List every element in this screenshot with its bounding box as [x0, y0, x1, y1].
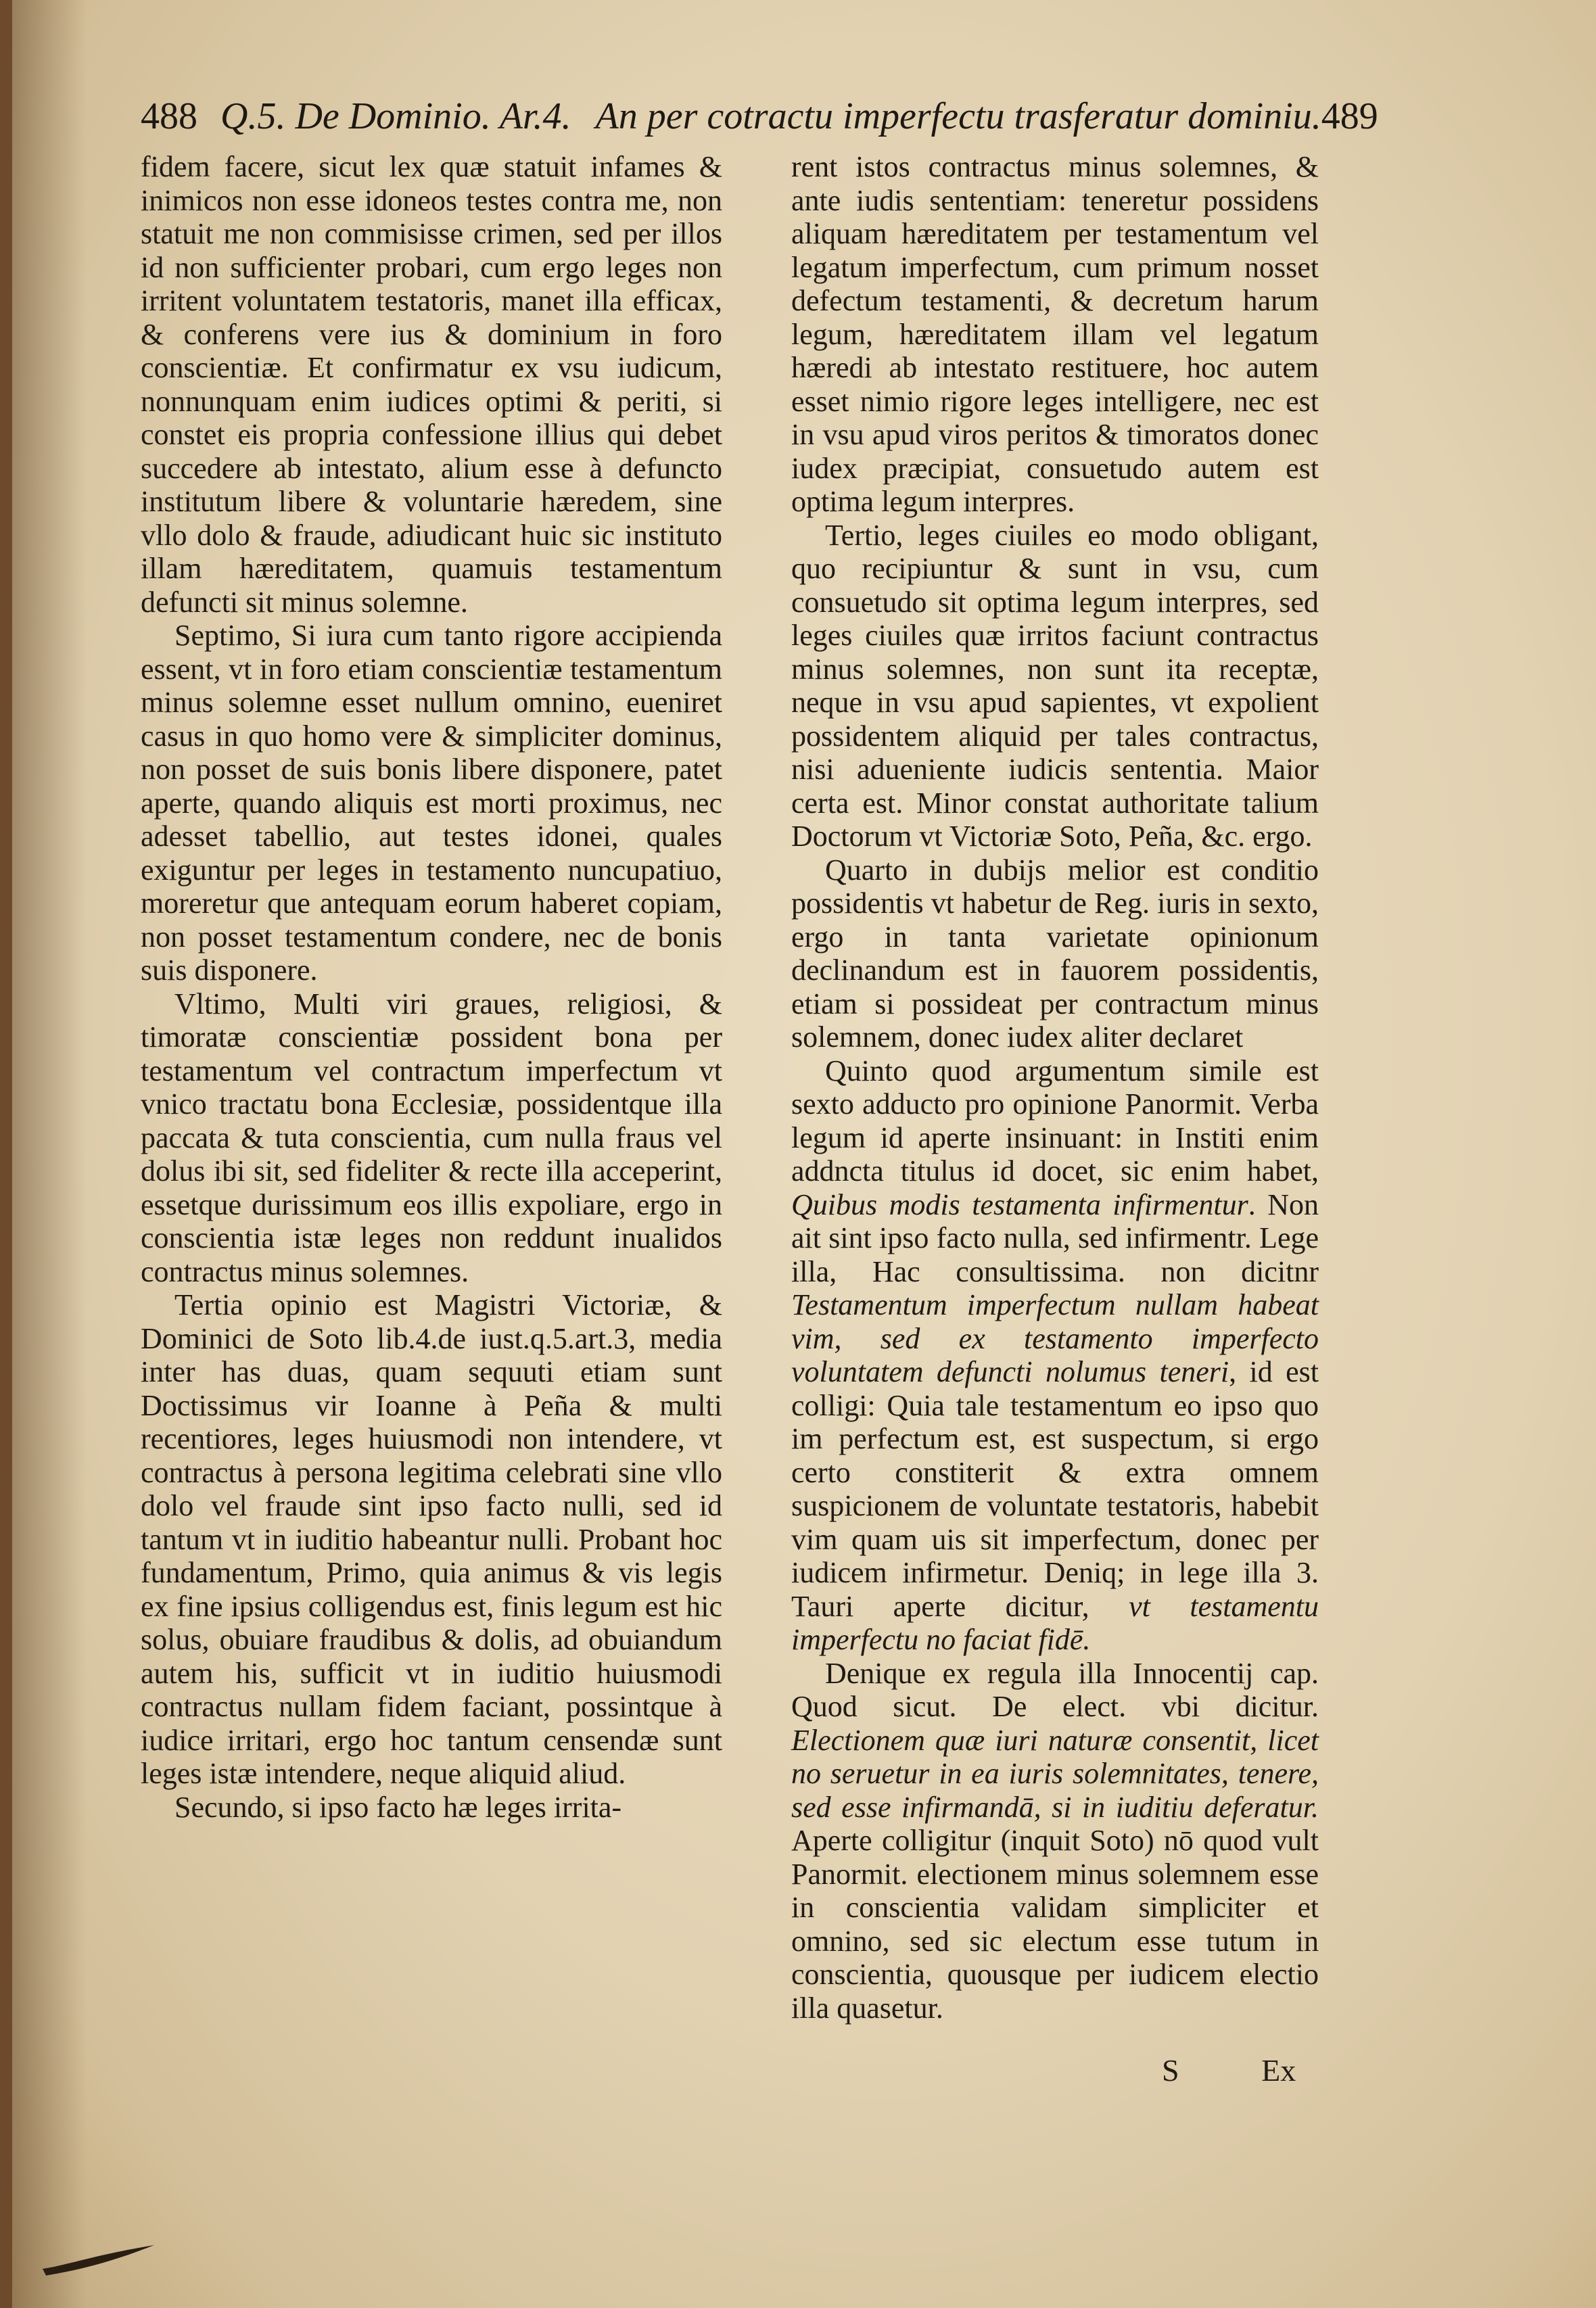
paragraph: Septimo, Si iura cum tanto rigore accipienda essent, vt in foro etiam conscientiæ testamentum minus solemne esset nullum omnino, eueniret casus in quo homo vere & simpliciter dominus, non posset de suis bonis libere disponere, patet aperte, quando aliquis est morti proximus, nec adesset tabellio, aut testes idonei, quales exiguntur per leges in testamento nuncupatiuo, moreretur que antequam eorum haberet copiam, non posset testamentum condere, nec de bonis suis disponere. — [141, 619, 722, 987]
citation-italic: Testamentum imperfectum nullam habeat vim, sed ex testamento imperfecto voluntatem defuncti nolumus teneri — [791, 1288, 1319, 1388]
paragraph-text: Quinto quod argumentum simile est sexto adducto pro opinione Panormit. Verba legum id aperte insinuant: in Institi enim addncta titulus id docet, sic enim habet, — [791, 1054, 1319, 1187]
running-title-right: An per cotractu imperfectu trasferatur dominiu. — [595, 95, 1321, 137]
running-title-left: Q.5. De Dominio. Ar.4. — [220, 95, 571, 137]
gutter-shadow — [12, 0, 87, 2308]
citation-italic: Electionem quæ iuri naturæ consentit, licet no seruetur in ea iuris solemnitates, tenere, sed esse infirmandā, si in iuditiu deferatur. — [791, 1723, 1319, 1824]
book-page — [12, 0, 1596, 2308]
paragraph: rent istos contractus minus solemnes, & ante iudis sententiam: teneretur possidens aliquam hæreditatem per testamentum vel legatum imperfectum, cum primum nosset defectum testamenti, & decretum harum legum, hæreditatem illam vel legatum hæredi ab intestato restituere, hoc autem esset nimio rigore leges intelligere, nec est in vsu apud viros peritos & timoratos donec iudex præcipiat, consuetudo autem est optima legum interpres. — [791, 150, 1319, 518]
signature-mark: S — [1162, 2053, 1179, 2088]
paragraph: fidem facere, sicut lex quæ statuit infames & inimicos non esse idoneos testes contra me, non statuit me non commisisse crimen, sed per illos id non sufficienter probari, cum ergo leges non irritent voluntatem testatoris, manet illa efficax, & conferens vere ius & dominium in foro conscientiæ. Et confirmatur ex vsu iudicum, nonnunquam enim iudices optimi & periti, si constet eis propria confessione illius qui debet succedere ab intestato, alium esse à defuncto institutum libere & voluntarie hæredem, sine vllo dolo & fraude, adiudicant huic sic instituto illam hæreditatem, quamuis testamentum defuncti sit minus solemne. — [141, 150, 722, 619]
catchword: Ex — [1261, 2053, 1296, 2088]
paragraph: Secundo, si ipso facto hæ leges irrita- — [174, 1790, 622, 1824]
page-footer — [1162, 2052, 1338, 2088]
paragraph — [791, 1657, 1319, 2025]
citation-italic: vt testamentu imperfectu no faciat fidē. — [791, 1589, 1319, 1656]
paragraph: Vltimo, Multi viri graues, religiosi, & timoratæ conscientiæ possident bona per testamentum vel contractum imperfectum vt vnico tractatu bona Ecclesiæ, possidentque illa paccata & tuta conscientia, cum nulla fraus vel dolus ibi sit, sed fideliter & recte illa acceperint, essetque durissimum eos illis expoliare, ergo in conscientia istæ leges non reddunt inualidos contractus minus solemnes. — [141, 987, 722, 1288]
paragraph-text: Aperte colligitur (inquit Soto) nō quod vult Panormit. electionem minus solemnem esse in conscientia validam simpliciter et omnino, sed sic electum esse tutum in conscientia, quousque per iudicem electio illa quasetur. — [791, 1824, 1319, 2025]
right-column — [791, 150, 1319, 2025]
left-column — [141, 150, 722, 1824]
right-page-number: 489 — [1321, 95, 1378, 137]
paragraph-text: . Non ait sint ipso facto nulla, sed infirmentr. Lege illa, Hac consultissima. non dicitnr — [791, 1187, 1319, 1288]
paragraph-text: Denique ex regula illa Innocentij cap. Quod sicut. De elect. vbi dicitur. — [791, 1656, 1319, 1723]
running-header — [141, 95, 1378, 156]
citation-italic: Quibus modis testamenta infirmentur — [791, 1187, 1248, 1221]
paragraph — [791, 1054, 1319, 1657]
paragraph: Tertia opinio est Magistri Victoriæ, & Dominici de Soto lib.4.de iust.q.5.art.3, media inter has duas, quam sequuti etiam sunt Doctissimus vir Ioanne à Peña & multi recentiores, leges huiusmodi non intendere, vt contractus à persona legitima celebrati sine vllo dolo vel fraude sint ipso facto nulli, sed id tantum vt in iuditio habeantur nulli. Probant hoc fundamentum, Primo, quia animus & vis legis ex fine ipsius colligendus est, finis legum est hic solus, obuiare fraudibus & dolis, ad obuiandum autem his, sufficit vt in iuditio huiusmodi contractus nullam fidem faciant, possintque à iudice irritari, ergo hoc tantum censendæ sunt leges istæ intendere, neque aliquid aliud. — [141, 1288, 722, 1790]
paragraph: Quarto in dubijs melior est conditio possidentis vt habetur de Reg. iuris in sexto, ergo in tanta varietate opinionum declinandum est in fauorem possidentis, etiam si possideat per contractum minus solemnem, donec iudex aliter declaret — [791, 853, 1319, 1054]
paragraph-text: , id est colligi: Quia tale testamentum eo ipso quo im perfectum est, est suspectum, si ergo certo constiterit & extra omnem suspicionem de voluntate testatoris, habebit vim quam uis sit imperfectum, donec per iudicem infirmetur. Deniq; in lege illa 3. Tauri aperte dicitur, — [791, 1355, 1319, 1623]
paragraph: Tertio, leges ciuiles eo modo obligant, quo recipiuntur & sunt in vsu, cum consuetudo sit optima legum interpres, sed leges ciuiles quæ irritos faciunt contractus minus solemnes, non sunt ita receptæ, neque in vsu apud sapientes, vt expolient possidentem aliquid per tales contractus, nisi adueniente iudicis sententia. Maior certa est. Minor constat authoritate talium Doctorum vt Victoriæ Soto, Peña, &c. ergo. — [791, 518, 1319, 853]
left-page-number: 488 — [141, 95, 197, 137]
ink-smudge-icon — [39, 2238, 161, 2279]
